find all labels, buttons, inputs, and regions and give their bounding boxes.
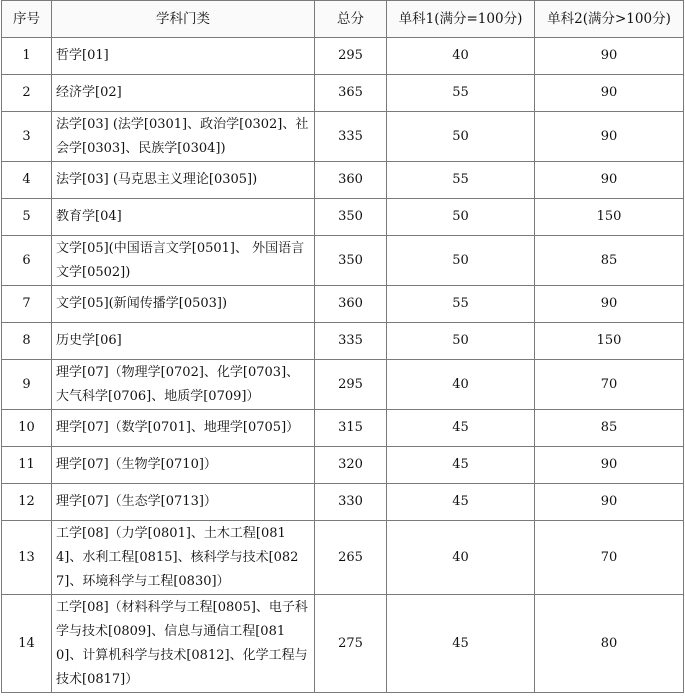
table-row [2, 323, 684, 360]
cell-total: 275 [315, 595, 387, 693]
header-total: 总分 [315, 1, 387, 38]
cell-single-2: 150 [535, 323, 684, 360]
cell-single-2: 85 [535, 236, 684, 286]
cell-index: 7 [2, 286, 52, 323]
cell-subject: 理学[07]（数学[0701]、地理学[0705]） [52, 410, 315, 447]
cell-single-1: 50 [387, 199, 535, 236]
cell-subject: 教育学[04] [52, 199, 315, 236]
cell-total: 335 [315, 323, 387, 360]
cell-total: 350 [315, 236, 387, 286]
cell-total: 265 [315, 521, 387, 595]
cell-subject: 经济学[02] [52, 75, 315, 112]
table-row [2, 162, 684, 199]
cell-subject: 哲学[01] [52, 38, 315, 75]
cell-total: 315 [315, 410, 387, 447]
cell-total: 295 [315, 38, 387, 75]
table-row [2, 595, 684, 693]
cell-single-1: 55 [387, 162, 535, 199]
cell-subject: 文学[05](中国语言文学[0501]、 外国语言文学[0502]) [52, 236, 315, 286]
cell-index: 8 [2, 323, 52, 360]
cell-index: 9 [2, 360, 52, 410]
cell-index: 1 [2, 38, 52, 75]
cell-total: 320 [315, 447, 387, 484]
cell-single-1: 40 [387, 360, 535, 410]
cell-total: 295 [315, 360, 387, 410]
cell-index: 6 [2, 236, 52, 286]
cell-single-2: 85 [535, 410, 684, 447]
cell-index: 4 [2, 162, 52, 199]
cell-index: 12 [2, 484, 52, 521]
cell-single-2: 90 [535, 112, 684, 162]
cell-single-2: 70 [535, 521, 684, 595]
cell-single-2: 90 [535, 162, 684, 199]
table-row [2, 360, 684, 410]
score-table [1, 0, 684, 693]
cell-index: 2 [2, 75, 52, 112]
cell-single-2: 90 [535, 75, 684, 112]
cell-total: 365 [315, 75, 387, 112]
cell-single-1: 45 [387, 410, 535, 447]
cell-index: 14 [2, 595, 52, 693]
cell-single-1: 40 [387, 521, 535, 595]
cell-total: 360 [315, 162, 387, 199]
cell-total: 330 [315, 484, 387, 521]
cell-subject: 历史学[06] [52, 323, 315, 360]
cell-index: 3 [2, 112, 52, 162]
cell-subject: 理学[07]（物理学[0702]、化学[0703]、大气科学[0706]、地质学[0709]） [52, 360, 315, 410]
cell-single-1: 45 [387, 484, 535, 521]
cell-single-1: 50 [387, 323, 535, 360]
cell-total: 335 [315, 112, 387, 162]
cell-subject: 工学[08]（材料科学与工程[0805]、电子科学与技术[0809]、信息与通信工程[0810]、计算机科学与技术[0812]、化学工程与技术[0817]） [52, 595, 315, 693]
cell-single-1: 45 [387, 595, 535, 693]
header-single-2: 单科2(满分>100分) [535, 1, 684, 38]
table-row [2, 75, 684, 112]
table-row [2, 410, 684, 447]
cell-total: 360 [315, 286, 387, 323]
table-row [2, 112, 684, 162]
cell-single-2: 90 [535, 38, 684, 75]
cell-single-1: 40 [387, 38, 535, 75]
table-row [2, 236, 684, 286]
header-subject: 学科门类 [52, 1, 315, 38]
cell-single-1: 45 [387, 447, 535, 484]
header-index: 序号 [2, 1, 52, 38]
cell-subject: 工学[08]（力学[0801]、土木工程[0814]、水利工程[0815]、核科学与技术[0827]、环境科学与工程[0830]） [52, 521, 315, 595]
cell-single-2: 150 [535, 199, 684, 236]
cell-index: 10 [2, 410, 52, 447]
cell-subject: 理学[07]（生物学[0710]） [52, 447, 315, 484]
table-row [2, 286, 684, 323]
cell-single-1: 55 [387, 75, 535, 112]
cell-subject: 文学[05](新闻传播学[0503]) [52, 286, 315, 323]
table-row [2, 38, 684, 75]
cell-subject: 法学[03] (法学[0301]、政治学[0302]、社会学[0303]、民族学[0304]) [52, 112, 315, 162]
table-row [2, 521, 684, 595]
cell-single-2: 90 [535, 484, 684, 521]
cell-index: 11 [2, 447, 52, 484]
cell-single-1: 55 [387, 286, 535, 323]
header-single-1: 单科1(满分=100分) [387, 1, 535, 38]
cell-single-2: 90 [535, 286, 684, 323]
cell-single-2: 70 [535, 360, 684, 410]
cell-single-1: 50 [387, 236, 535, 286]
table-row [2, 447, 684, 484]
cell-single-1: 50 [387, 112, 535, 162]
cell-subject: 理学[07]（生态学[0713]） [52, 484, 315, 521]
cell-single-2: 80 [535, 595, 684, 693]
cell-subject: 法学[03] (马克思主义理论[0305]) [52, 162, 315, 199]
cell-index: 5 [2, 199, 52, 236]
cell-total: 350 [315, 199, 387, 236]
table-row [2, 484, 684, 521]
cell-index: 13 [2, 521, 52, 595]
cell-single-2: 90 [535, 447, 684, 484]
table-header-row [2, 1, 684, 38]
table-row [2, 199, 684, 236]
